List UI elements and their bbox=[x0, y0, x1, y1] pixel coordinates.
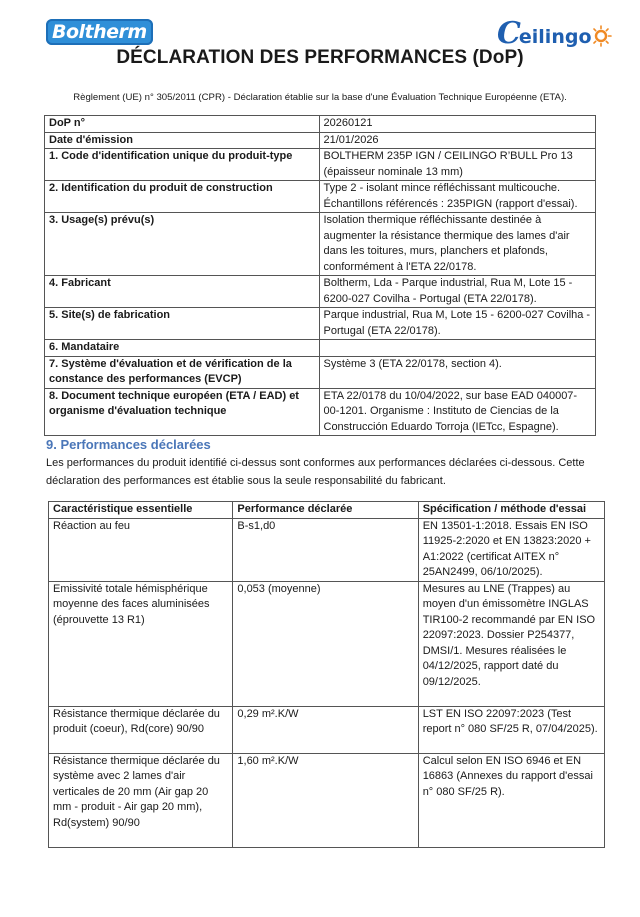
identification-row bbox=[45, 181, 596, 213]
identification-label: DoP n° bbox=[45, 116, 320, 133]
header-specification: Spécification / méthode d'essai bbox=[418, 502, 604, 519]
identification-row bbox=[45, 388, 596, 436]
identification-value: Type 2 - isolant mince réfléchissant multicouche. Échantillons référencés : 235PIGN (rapport d'essai). bbox=[319, 181, 596, 213]
identification-label: 8. Document technique européen (ETA / EAD) et organisme d'évaluation technique bbox=[45, 388, 320, 436]
identification-value: Isolation thermique réfléchissante destinée à augmenter la résistance thermique des lames d'air dans les toitures, murs, planchers et plafonds, conformément à l'ETA 22/0178. bbox=[319, 213, 596, 276]
performance-characteristic: Emissivité totale hémisphérique moyenne des faces aluminisées (éprouvette 13 R1) bbox=[49, 581, 233, 706]
performance-row bbox=[49, 518, 605, 581]
identification-row bbox=[45, 213, 596, 276]
header-characteristic: Caractéristique essentielle bbox=[49, 502, 233, 519]
identification-value: BOLTHERM 235P IGN / CEILINGO R’BULL Pro 13 (épaisseur nominale 13 mm) bbox=[319, 149, 596, 181]
identification-label: 2. Identification du produit de construction bbox=[45, 181, 320, 213]
identification-value: 21/01/2026 bbox=[319, 132, 596, 149]
performance-row bbox=[49, 581, 605, 706]
identification-row bbox=[45, 308, 596, 340]
identification-row bbox=[45, 356, 596, 388]
performances-table bbox=[48, 501, 605, 848]
identification-row bbox=[45, 116, 596, 133]
performance-characteristic: Réaction au feu bbox=[49, 518, 233, 581]
identification-label: 3. Usage(s) prévu(s) bbox=[45, 213, 320, 276]
ceilingo-logo-text: eilingo bbox=[518, 26, 592, 48]
identification-value: Boltherm, Lda - Parque industrial, Rua M, Lote 15 - 6200-027 Covilha - Portugal (ETA 22/0178). bbox=[319, 276, 596, 308]
identification-row bbox=[45, 340, 596, 357]
sun-icon bbox=[590, 25, 612, 47]
performance-characteristic: Résistance thermique déclarée du système avec 2 lames d'air verticales de 20 mm (Air gap 20 mm - produit - Air gap 20 mm), Rd(system) 90/90 bbox=[49, 753, 233, 847]
identification-row bbox=[45, 132, 596, 149]
performance-value: 1,60 m².K/W bbox=[233, 753, 418, 847]
ceilingo-logo-initial: C bbox=[497, 16, 521, 51]
performance-value: 0,29 m².K/W bbox=[233, 706, 418, 753]
identification-row bbox=[45, 276, 596, 308]
identification-row bbox=[45, 149, 596, 181]
performance-specification: Mesures au LNE (Trappes) au moyen d'un émissomètre INGLAS TIR100-2 recommandé par EN ISO 22097:2023. Dossier P254377, DMSI/1. Mesures réalisées le 04/12/2025, rapport daté du 09/12/2025. bbox=[418, 581, 604, 706]
performance-specification: LST EN ISO 22097:2023 (Test report n° 080 SF/25 R, 07/04/2025). bbox=[418, 706, 604, 753]
identification-label: 4. Fabricant bbox=[45, 276, 320, 308]
performances-section-title: 9. Performances déclarées bbox=[46, 437, 211, 452]
identification-value: Parque industrial, Rua M, Lote 15 - 6200-027 Covilha - Portugal (ETA 22/0178). bbox=[319, 308, 596, 340]
performances-description: Les performances du produit identifié ci-dessus sont conformes aux performances déclarées ci-dessous. Cette déclaration des performances est établie sous la seule responsabilité du fabricant. bbox=[46, 457, 585, 487]
identification-label: 6. Mandataire bbox=[45, 340, 320, 357]
performance-row bbox=[49, 753, 605, 847]
performances-header-row bbox=[49, 502, 605, 519]
identification-label: Date d'émission bbox=[45, 132, 320, 149]
identification-label: 5. Site(s) de fabrication bbox=[45, 308, 320, 340]
identification-value: Système 3 (ETA 22/0178, section 4). bbox=[319, 356, 596, 388]
identification-value: ETA 22/0178 du 10/04/2022, sur base EAD 040007-00-1201. Organisme : Instituto de Ciencias de la Construcción Eduardo Torroja (IETcc, Espagne). bbox=[319, 388, 596, 436]
ceilingo-logo bbox=[497, 16, 612, 51]
performance-row bbox=[49, 706, 605, 753]
identification-label: 1. Code d'identification unique du produit-type bbox=[45, 149, 320, 181]
regulation-subtitle: Règlement (UE) n° 305/2011 (CPR) - Déclaration établie sur la base d'une Évaluation Technique Européenne (ETA). bbox=[73, 92, 567, 103]
identification-label: 7. Système d'évaluation et de vérification de la constance des performances (EVCP) bbox=[45, 356, 320, 388]
performance-value: B-s1,d0 bbox=[233, 518, 418, 581]
performance-value: 0,053 (moyenne) bbox=[233, 581, 418, 706]
identification-value bbox=[319, 340, 596, 357]
performance-characteristic: Résistance thermique déclarée du produit (coeur), Rd(core) 90/90 bbox=[49, 706, 233, 753]
page-title: DÉCLARATION DES PERFORMANCES (DoP) bbox=[116, 47, 524, 68]
performance-specification: Calcul selon EN ISO 6946 et EN 16863 (Annexes du rapport d'essai n° 080 SF/25 R). bbox=[418, 753, 604, 847]
boltherm-logo: Boltherm bbox=[46, 19, 153, 45]
identification-table bbox=[44, 115, 596, 436]
header-performance: Performance déclarée bbox=[233, 502, 418, 519]
identification-value: 20260121 bbox=[319, 116, 596, 133]
performance-specification: EN 13501-1:2018. Essais EN ISO 11925-2:2020 et EN 13823:2020 + A1:2022 (certificat AITEX n° 25AN2499, 06/10/2025). bbox=[418, 518, 604, 581]
